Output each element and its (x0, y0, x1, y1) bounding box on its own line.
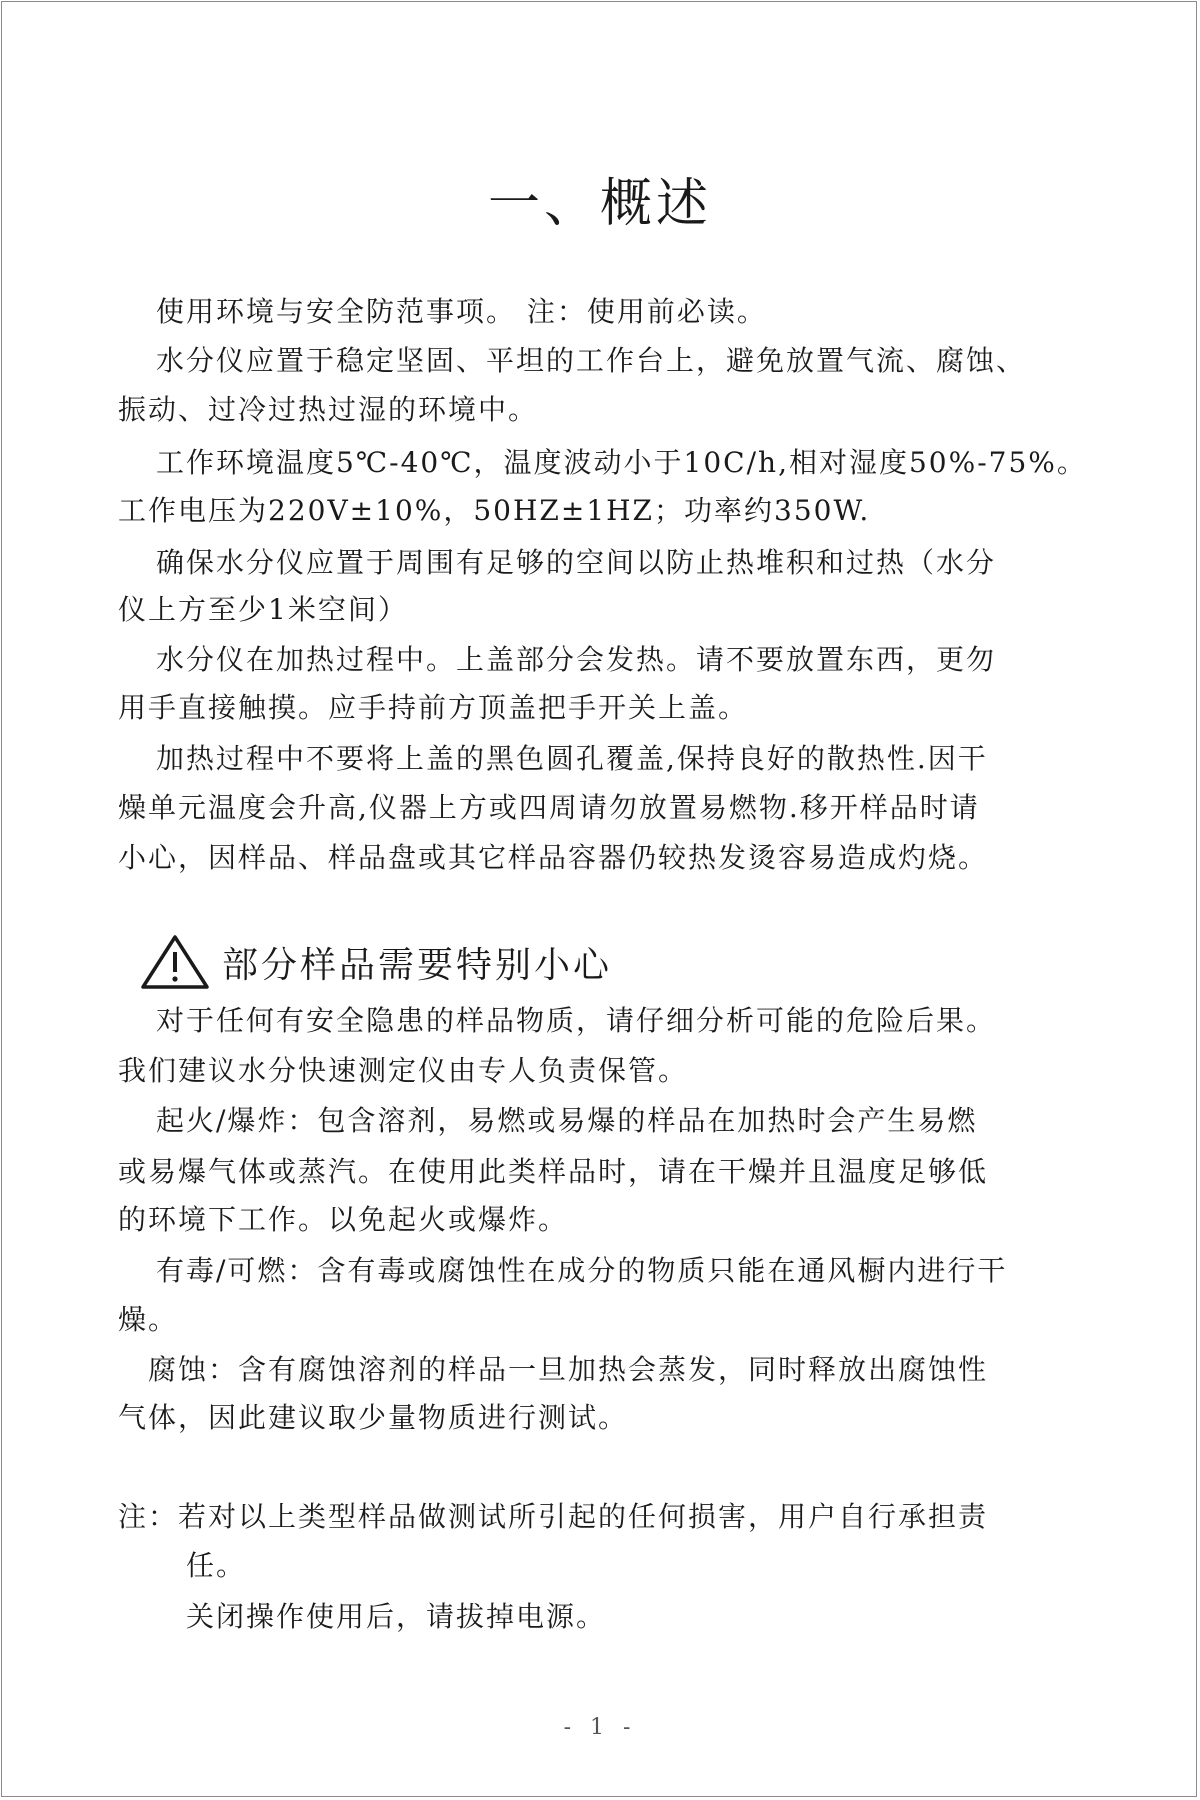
paragraph-line: 起火/爆炸：包含溶剂，易燃或易爆的样品在加热时会产生易燃 (156, 1104, 978, 1137)
warning-heading-text: 部分样品需要特别小心 (222, 944, 613, 986)
paragraph-line: 我们建议水分快速测定仪由专人负责保管。 (118, 1054, 689, 1087)
warning-triangle-icon (140, 934, 210, 990)
paragraph-line: 工作环境温度5℃-40℃，温度波动小于10C/h,相对湿度50%-75%。 (156, 446, 1087, 479)
paragraph-line: 水分仪应置于稳定坚固、平坦的工作台上，避免放置气流、腐蚀、 (156, 344, 1027, 377)
paragraph-line: 用手直接触摸。应手持前方顶盖把手开关上盖。 (118, 691, 749, 724)
paragraph-line: 腐蚀：含有腐蚀溶剂的样品一旦加热会蒸发，同时释放出腐蚀性 (148, 1353, 989, 1386)
paragraph-line: 有毒/可燃：含有毒或腐蚀性在成分的物质只能在通风橱内进行干 (156, 1254, 1008, 1287)
paragraph-line: 工作电压为220V±10%，50HZ±1HZ；功率约350W. (118, 494, 871, 527)
note-line: 关闭操作使用后，请拔掉电源。 (186, 1600, 607, 1633)
paragraph-line: 仪上方至少1米空间） (118, 593, 408, 626)
paragraph-line: 对于任何有安全隐患的样品物质，请仔细分析可能的危险后果。 (156, 1004, 997, 1037)
page-title: 一、概述 (487, 174, 712, 234)
paragraph-line: 水分仪在加热过程中。上盖部分会发热。请不要放置东西，更勿 (156, 643, 997, 676)
paragraph-line: 振动、过冷过热过湿的环境中。 (118, 393, 539, 426)
paragraph-line: 气体，因此建议取少量物质进行测试。 (118, 1401, 629, 1434)
paragraph-line: 燥单元温度会升高,仪器上方或四周请勿放置易燃物.移开样品时请 (118, 791, 980, 824)
paragraph-line: 的环境下工作。以免起火或爆炸。 (118, 1203, 569, 1236)
paragraph-line: 确保水分仪应置于周围有足够的空间以防止热堆积和过热（水分 (156, 546, 997, 579)
note-line: 注：若对以上类型样品做测试所引起的任何损害，用户自行承担责 (118, 1500, 989, 1533)
note-line: 任。 (186, 1549, 247, 1582)
paragraph-line: 小心，因样品、样品盘或其它样品容器仍较热发烫容易造成灼烧。 (118, 841, 989, 874)
warning-heading (140, 932, 612, 992)
paragraph-line: 加热过程中不要将上盖的黑色圆孔覆盖,保持良好的散热性.因干 (156, 742, 988, 775)
paragraph-line: 使用环境与安全防范事项。 注：使用前必读。 (156, 295, 767, 328)
paragraph-line: 燥。 (118, 1303, 179, 1336)
page-number: - 1 - (563, 1715, 637, 1740)
paragraph-line: 或易爆气体或蒸汽。在使用此类样品时，请在干燥并且温度足够低 (118, 1155, 989, 1188)
